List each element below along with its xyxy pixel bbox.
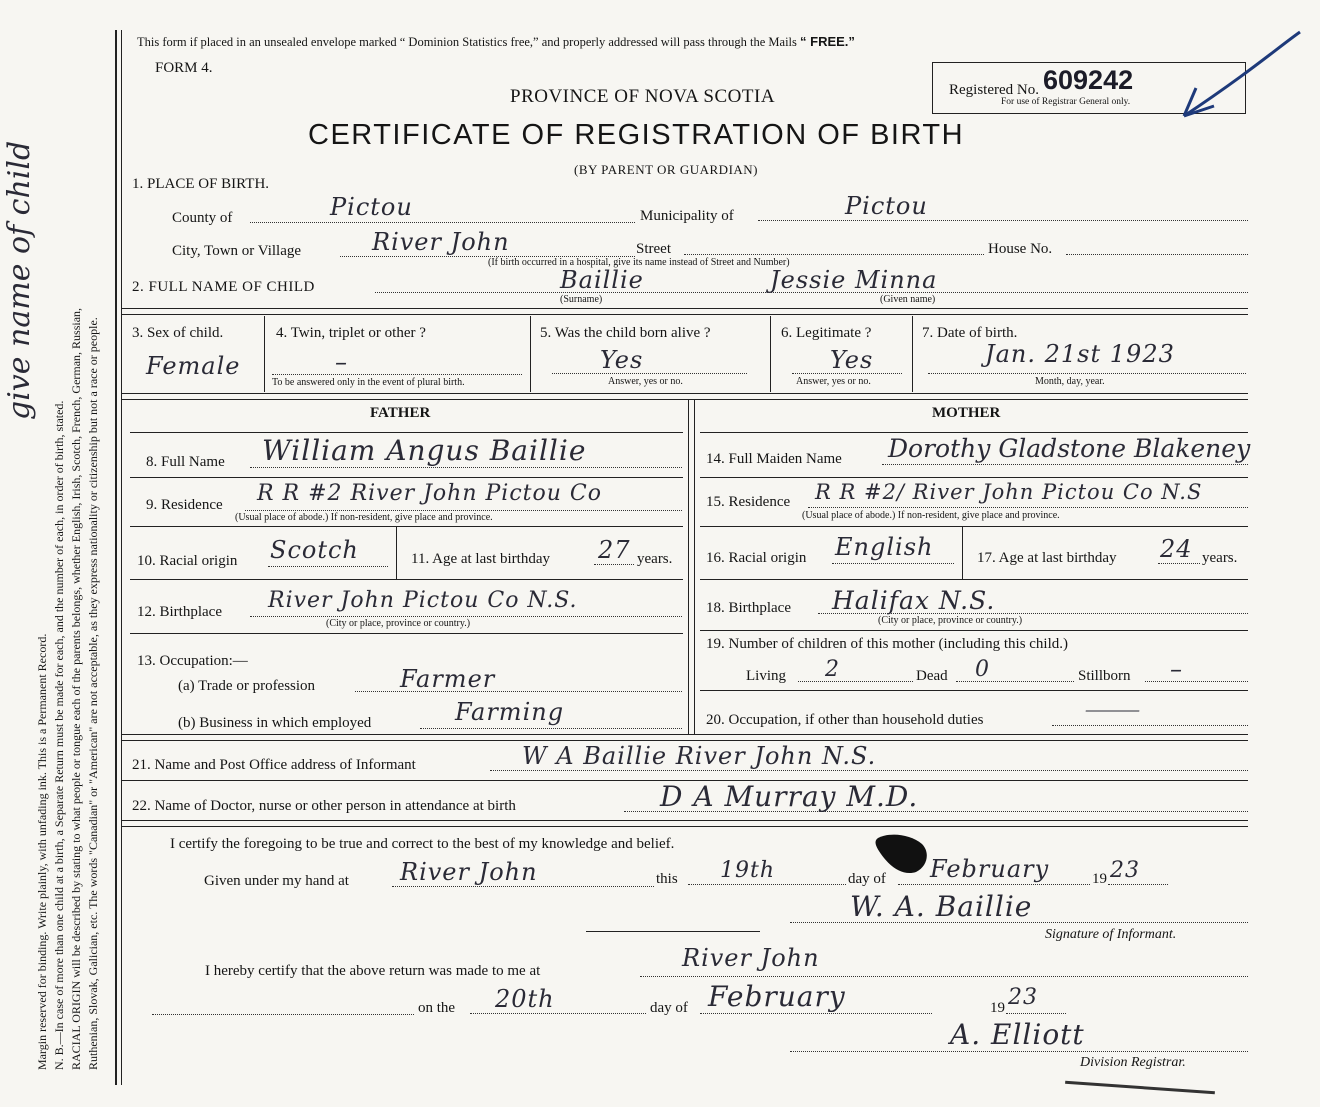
father-rule-5: [130, 633, 683, 634]
mother-heading: MOTHER: [932, 405, 1001, 421]
mother-residence-caption: (Usual place of abode.) If non-resident, give place and province.: [802, 510, 1060, 521]
father-age: 27: [598, 536, 631, 564]
mother-birthplace-label: 18. Birthplace: [706, 600, 791, 616]
mother-occupation-line: [1052, 725, 1248, 726]
rule-parents-top: [122, 393, 1248, 394]
father-age-years: years.: [637, 551, 673, 567]
rule-informant-top: [122, 734, 1248, 735]
father-residence: R R #2 River John Pictou Co: [257, 481, 602, 506]
registrar-year-line: [1006, 1013, 1066, 1014]
mother-rule-5: [700, 630, 1248, 631]
legitimate-value: Yes: [830, 346, 874, 374]
registrar-year: 23: [1008, 985, 1038, 1010]
father-name-label: 8. Full Name: [146, 454, 225, 470]
mother-rule-2: [700, 477, 1248, 478]
stillborn-line: [1145, 681, 1248, 682]
registrar-lead-line: [152, 1014, 414, 1015]
informant-label: 21. Name and Post Office address of Informant: [132, 757, 416, 773]
twin-caption: To be answered only in the event of plural birth.: [272, 377, 465, 388]
registrar-place: River John: [682, 944, 820, 972]
rule-v3: [770, 316, 771, 392]
alive-line: [552, 373, 747, 374]
stillborn-label: Stillborn: [1078, 668, 1131, 684]
separator-rule: [586, 931, 760, 932]
municipality-value: Pictou: [845, 192, 928, 220]
dead-label: Dead: [916, 668, 948, 684]
margin-note-racial: RACIAL ORIGIN will be described by stating to what people or tongue each of the parents belongs, whether English, Irish, Scotch, French, German, Russian,: [69, 307, 83, 1070]
informant-signature-caption: Signature of Informant.: [1045, 927, 1177, 942]
dob-line: [928, 373, 1246, 374]
mother-occupation-label: 20. Occupation, if other than household duties: [706, 712, 984, 728]
father-trade: Farmer: [400, 665, 496, 693]
alive-label: 5. Was the child born alive ?: [540, 325, 711, 341]
rule-informant-top-2: [122, 740, 1248, 741]
certificate-title: CERTIFICATE OF REGISTRATION OF BIRTH: [308, 119, 965, 151]
father-occupation-label: 13. Occupation:—: [137, 653, 248, 669]
father-residence-line: [245, 510, 682, 511]
registrar-signature: A. Elliott: [950, 1018, 1085, 1051]
given-month-line: [898, 884, 1090, 885]
father-rule-4: [130, 579, 683, 580]
father-residence-caption: (Usual place of abode.) If non-resident, give place and province.: [235, 512, 493, 523]
father-trade-label: (a) Trade or profession: [178, 678, 316, 694]
certificate-subtitle: (BY PARENT OR GUARDIAN): [574, 162, 759, 177]
rule-parents-center: [688, 399, 689, 734]
living-label: Living: [746, 668, 786, 684]
father-residence-label: 9. Residence: [146, 497, 223, 513]
mother-name-line: [882, 464, 1248, 465]
mother-residence-line: [808, 507, 1248, 508]
child-name-label: 2. FULL NAME OF CHILD: [132, 279, 315, 295]
father-business-line: [420, 728, 682, 729]
mother-rule-4: [700, 579, 1248, 580]
given-year-line: [1108, 884, 1168, 885]
doctor-value: D A Murray M.D.: [660, 780, 919, 813]
mother-age-years: years.: [1202, 550, 1238, 566]
rule-certify-top: [122, 820, 1248, 821]
pen-arrow-mark: [1170, 28, 1310, 123]
mother-residence: R R #2/ River John Pictou Co N.S: [815, 480, 1203, 504]
father-birthplace: River John Pictou Co N.S.: [268, 588, 578, 613]
dead-value: 0: [975, 657, 990, 682]
mother-name-label: 14. Full Maiden Name: [706, 451, 842, 467]
binding-rule-inner: [121, 30, 122, 1085]
mother-racial-line: [832, 563, 954, 564]
mother-children-label: 19. Number of children of this mother (including this child.): [706, 636, 1069, 652]
doctor-label: 22. Name of Doctor, nurse or other person in attendance at birth: [132, 798, 516, 814]
registrar-dayof-label: day of: [650, 1000, 688, 1016]
mother-rule-3: [700, 526, 1248, 527]
mother-racial: English: [835, 533, 934, 561]
street-label: Street: [636, 241, 671, 257]
given-year: 23: [1110, 858, 1140, 883]
this-label: this: [656, 871, 678, 887]
given-day-line: [688, 884, 846, 885]
registration-number: 609242: [1043, 65, 1134, 95]
sex-value: Female: [146, 352, 241, 380]
rule-v4: [912, 316, 913, 392]
house-label: House No.: [988, 241, 1053, 257]
informant-line: [490, 770, 1248, 771]
dob-value: Jan. 21st 1923: [985, 340, 1175, 368]
father-name-line: [250, 467, 682, 468]
living-line: [798, 681, 913, 682]
given-place: River John: [400, 858, 538, 886]
registrar-day: 20th: [495, 985, 555, 1013]
registrar-signature-line: [790, 1051, 1248, 1052]
margin-note-plural: N. B.—In case of more than one child at a birth, a Separate Return must be made for each, and the number of each, in order of birth, stated.: [52, 400, 66, 1070]
rule-v2: [530, 316, 531, 392]
father-racial-divider: [396, 526, 397, 579]
given-month: February: [930, 855, 1050, 883]
house-line: [1066, 254, 1248, 255]
mother-birthplace-caption: (City or place, province or country.): [878, 615, 1023, 626]
city-label: City, Town or Village: [172, 243, 302, 259]
child-surname: Baillie: [560, 266, 644, 294]
given-day: 19th: [720, 858, 776, 883]
city-value: River John: [372, 228, 510, 256]
father-age-line: [594, 564, 634, 565]
father-racial: Scotch: [270, 536, 359, 564]
rule-parents-top-2: [122, 399, 1248, 400]
father-business-label: (b) Business in which employed: [178, 715, 372, 731]
mother-racial-divider: [962, 526, 963, 579]
father-heading: FATHER: [370, 405, 431, 421]
registrar-place-line: [640, 976, 1248, 977]
father-rule-2: [130, 477, 683, 478]
dead-line: [956, 681, 1074, 682]
province-title: PROVINCE OF NOVA SCOTIA: [510, 86, 776, 107]
informant-value: W A Baillie River John N.S.: [522, 742, 877, 770]
mother-rule: [700, 432, 1248, 433]
registrar-note: For use of Registrar General only.: [1001, 97, 1131, 107]
certify-statement: I certify the foregoing to be true and correct to the best of my knowledge and belief.: [170, 836, 675, 852]
form-number: FORM 4.: [155, 60, 213, 76]
mother-occupation: ————: [1085, 700, 1137, 719]
father-racial-line: [268, 566, 388, 567]
rule-row3-top-2: [122, 314, 1248, 315]
given-label: Given under my hand at: [204, 873, 349, 889]
mother-age-line: [1158, 563, 1200, 564]
margin-note-racial-2: Ruthenian, Slovak, Galician, etc. The words "Canadian" or "American" are not acceptable, as they express nationality or citizenship but not a race or people.: [86, 317, 100, 1070]
informant-signature: W. A. Baillie: [850, 890, 1033, 923]
father-rule-3: [130, 526, 683, 527]
given-place-line: [392, 886, 654, 887]
registrar-month-line: [700, 1013, 932, 1014]
given-dayof-label: day of: [848, 871, 886, 887]
father-birthplace-line: [250, 616, 682, 617]
father-racial-label: 10. Racial origin: [137, 553, 238, 569]
child-given-name: Jessie Minna: [770, 266, 938, 294]
dob-caption: Month, day, year.: [1035, 376, 1105, 387]
margin-note-binding: Margin reserved for binding. Write plainly, with unfading ink. This is a Permanent Record.: [35, 633, 49, 1070]
mother-racial-label: 16. Racial origin: [706, 550, 807, 566]
rule-parents-center-2: [694, 399, 695, 734]
registrar-on-label: on the: [418, 1000, 456, 1016]
twin-label: 4. Twin, triplet or other ?: [276, 325, 426, 341]
father-birthplace-caption: (City or place, province or country.): [326, 618, 471, 629]
mother-residence-label: 15. Residence: [706, 494, 791, 510]
place-heading: 1. PLACE OF BIRTH.: [132, 176, 270, 192]
mother-age: 24: [1160, 535, 1193, 563]
alive-caption: Answer, yes or no.: [608, 376, 683, 387]
given-caption: (Given name): [880, 294, 936, 305]
alive-value: Yes: [600, 346, 644, 374]
mother-birthplace: Halifax N.S.: [832, 586, 996, 615]
registrar-year-prefix: 19: [990, 1000, 1005, 1016]
father-rule: [130, 432, 683, 433]
father-name: William Angus Baillie: [262, 434, 587, 467]
legitimate-label: 6. Legitimate ?: [781, 325, 872, 341]
mother-name: Dorothy Gladstone Blakeney: [888, 434, 1251, 463]
twin-line: [272, 374, 522, 375]
dob-label: 7. Date of birth.: [922, 325, 1018, 341]
rule-v1: [264, 316, 265, 392]
registrar-caption: Division Registrar.: [1080, 1055, 1186, 1070]
registrar-day-line: [470, 1013, 646, 1014]
legitimate-caption: Answer, yes or no.: [796, 376, 871, 387]
mother-age-label: 17. Age at last birthday: [977, 550, 1117, 566]
sex-label: 3. Sex of child.: [132, 325, 224, 341]
binding-rule: [115, 30, 117, 1085]
father-age-label: 11. Age at last birthday: [411, 551, 550, 567]
county-value: Pictou: [330, 193, 413, 221]
father-business: Farming: [455, 698, 565, 726]
margin-handwriting: give name of child: [2, 140, 37, 420]
street-line: [684, 254, 984, 255]
father-birthplace-label: 12. Birthplace: [137, 604, 222, 620]
registrar-month: February: [708, 980, 846, 1013]
registered-label: Registered No.: [949, 82, 1039, 98]
county-label: County of: [172, 210, 233, 226]
rule-certify-top-2: [122, 826, 1248, 827]
county-line: [250, 222, 635, 223]
bottom-ink-stroke: [1065, 1081, 1215, 1094]
twin-value: –: [335, 348, 348, 376]
municipality-label: Municipality of: [640, 208, 734, 224]
stillborn-value: –: [1170, 655, 1183, 683]
surname-caption: (Surname): [560, 294, 603, 305]
mail-note: This form if placed in an unsealed envelope marked “ Dominion Statistics free,” and properly addressed will pass through the Mails “ FREE.”: [137, 34, 855, 49]
mother-rule-6: [700, 690, 1248, 691]
registrar-statement: I hereby certify that the above return was made to me at: [205, 963, 541, 979]
given-year-prefix: 19: [1092, 871, 1107, 887]
ink-blot: [870, 828, 940, 878]
living-value: 2: [825, 657, 840, 682]
rule-row3-top: [122, 308, 1248, 309]
hospital-note: (If birth occurred in a hospital, give its name instead of Street and Number): [488, 257, 790, 268]
municipality-line: [758, 220, 1248, 221]
